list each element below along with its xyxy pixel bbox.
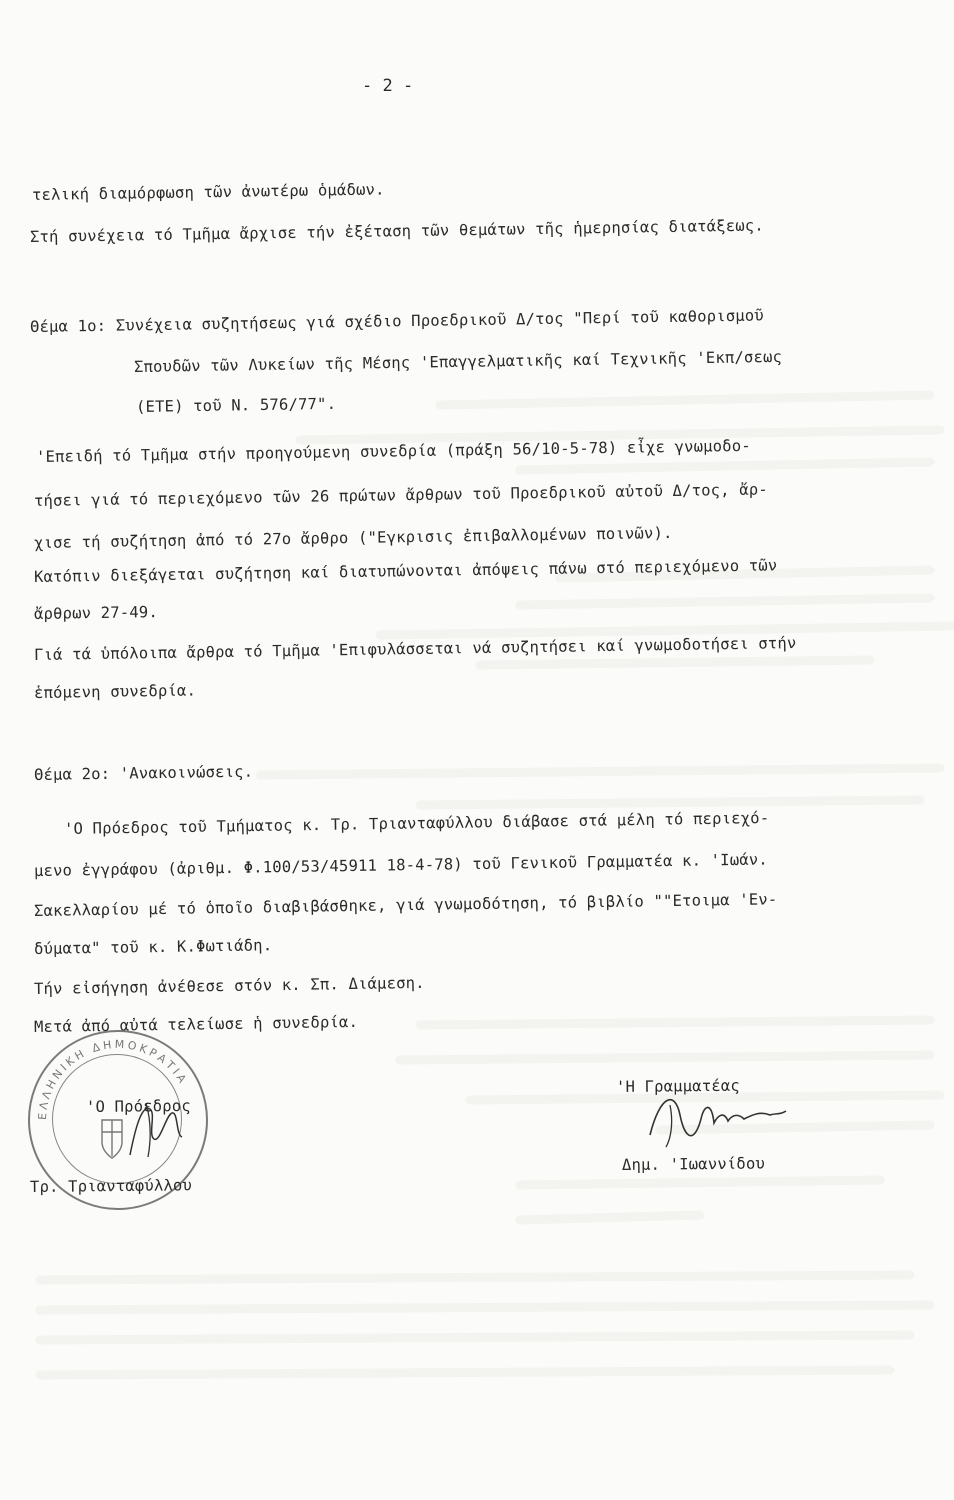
topic-1-heading: Θέμα 1ο: Συνέχεια συζητήσεως γιά σχέδιο Προεδρικοῦ Δ/τος "Περί τοῦ καθορισμοῦ — [29, 306, 765, 336]
body-line-16: Σακελλαρίου μέ τό ὁποῖο διαβιβάσθηκε, γιά γνωμοδότηση, τό βιβλίο ""Ετοιμα 'Εν- — [33, 890, 778, 920]
secretary-title: 'Η Γραμματέας — [615, 1076, 741, 1096]
body-line-17: δύματα" τοῦ κ. Κ.Φωτιάδη. — [33, 936, 273, 958]
secretary-signature — [640, 1085, 790, 1155]
topic-1-line-3: (ΕΤΕ) τοῦ Ν. 576/77". — [135, 394, 337, 416]
body-line-1: τελική διαμόρφωση τῶν ἀνωτέρω ὁμάδων. — [31, 180, 385, 204]
body-line-2: Στή συνέχεια τό Τμῆμα ἄρχισε τήν ἐξέταση τῶν θεμάτων τῆς ἡμερησίας διατάξεως. — [29, 216, 765, 246]
page-number: - 2 - — [362, 76, 414, 96]
body-line-6: 'Επειδή τό Τμῆμα στήν προηγούμενη συνεδρία (πράξη 56/10-5-78) εἶχε γνωμοδο- — [35, 436, 751, 466]
body-line-12: ἑπόμενη συνεδρία. — [33, 681, 197, 702]
svg-text:ΕΛΛΗΝΙΚΗ ΔΗΜΟΚΡΑΤΙΑ: ΕΛΛΗΝΙΚΗ ΔΗΜΟΚΡΑΤΙΑ — [35, 1037, 191, 1121]
body-line-9: Κατόπιν διεξάγεται συζήτηση καί διατυπώνονται ἀπόψεις πάνω στό περιεχόμενο τῶν — [33, 556, 778, 586]
body-line-19: Μετά ἀπό αὐτά τελείωσε ἡ συνεδρία. — [33, 1012, 359, 1036]
president-title: 'Ο Πρόεδρος — [85, 1096, 191, 1116]
body-line-11: Γιά τά ὑπόλοιπα ἄρθρα τό Τμῆμα 'Επιφυλάσσεται νά συζητήσει καί γνωμοδοτήσει στήν — [33, 634, 797, 664]
body-line-15: μενο ἐγγράφου (ἀριθμ. Φ.100/53/45911 18-4-78) τοῦ Γενικοῦ Γραμματέα κ. 'Ιωάν. — [33, 850, 769, 880]
president-name: Τρ. Τριανταφύλλου — [29, 1176, 193, 1196]
secretary-name: Δημ. 'Ιωαννίδου — [621, 1154, 766, 1174]
body-line-8: χισε τή συζήτηση ἀπό τό 27ο ἄρθρο ("Εγκρισις ἐπιβαλλομένων ποινῶν). — [33, 523, 673, 552]
body-line-10: ἄρθρων 27-49. — [33, 603, 159, 623]
topic-2-heading: Θέμα 2ο: 'Ανακοινώσεις. — [33, 762, 254, 784]
topic-1-line-2: Σπουδῶν τῶν Λυκείων τῆς Μέσης 'Επαγγελματικῆς καί Τεχνικῆς 'Εκπ/σεως — [133, 347, 783, 376]
body-line-7: τήσει γιά τό περιεχόμενο τῶν 26 πρώτων ἄρθρων τοῦ Προεδρικοῦ αὐτοῦ Δ/τος, ἄρ- — [33, 480, 769, 510]
body-line-18: Τήν εἰσήγηση ἀνέθεσε στόν κ. Σπ. Διάμεση. — [33, 973, 425, 998]
body-line-14: 'Ο Πρόεδρος τοῦ Τμήματος κ. Τρ. Τριανταφύλλου διάβασε στά μέλη τό περιεχό- — [63, 808, 770, 838]
